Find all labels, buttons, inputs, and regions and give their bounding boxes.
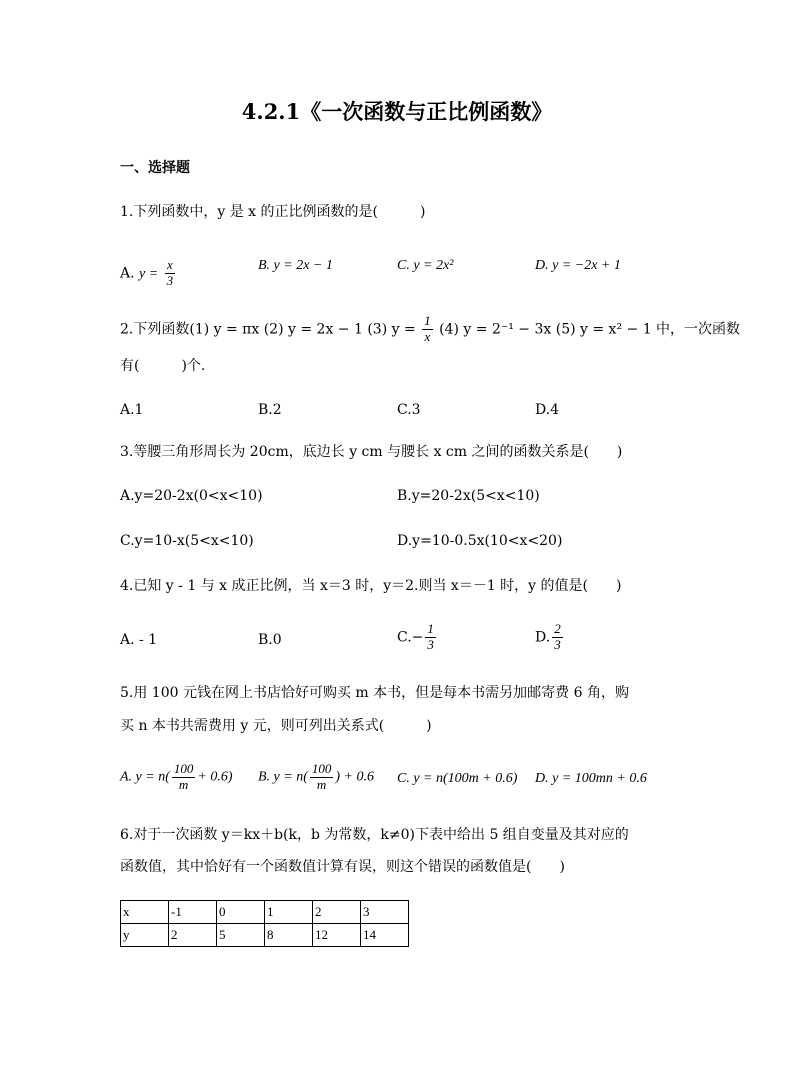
q2-option-b: B.2 [258, 402, 282, 418]
q1-option-a-denominator: 3 [166, 272, 174, 288]
q5-option-b [258, 762, 374, 793]
q5-option-b-numerator: 100 [311, 761, 332, 776]
table-cell: 8 [265, 924, 313, 947]
q1-option-a-fraction [165, 258, 176, 289]
table-cell: y [121, 924, 169, 947]
q5-option-a [120, 762, 232, 793]
q3-option-d: D.y=10-0.5x(10<x<20) [397, 533, 563, 549]
q2-option-c: C.3 [397, 402, 421, 418]
q4-option-d-prefix: D. [535, 629, 551, 646]
q4-option-c-prefix: C.− [397, 629, 424, 646]
page-title: 4.2.1《一次函数与正比例函数》 [241, 99, 553, 124]
q4-option-c [397, 622, 438, 653]
q4-option-d-numerator: 2 [554, 621, 561, 636]
q1-option-b: B. y = 2x − 1 [258, 258, 333, 273]
q2-fraction [422, 314, 433, 345]
q5-stem-line1: 5.用 100 元钱在网上书店恰好可购买 m 本书，但是每本书需另加邮寄费 6 角，购 [120, 685, 629, 701]
q1-option-a-prefix: A. [120, 265, 140, 282]
q1-option-d: D. y = −2x + 1 [535, 258, 621, 273]
q1-option-a-numerator: x [165, 258, 176, 274]
q1-option-a [120, 258, 177, 289]
q5-option-a-prefix: A. y = n( [120, 769, 170, 785]
q5-option-a-suffix: + 0.6) [197, 769, 233, 785]
q4-stem: 4.已知 y - 1 与 x 成正比例，当 x＝3 时，y＝2.则当 x＝－1 时，y 的值是( ) [120, 578, 622, 594]
q2-stem-part-b: (4) y = 2⁻¹ − 3x (5) y = x² − 1 中，一次函数 [439, 321, 741, 338]
q4-option-c-fraction [425, 622, 436, 653]
table-cell: x [121, 901, 169, 924]
section-heading: 一、选择题 [120, 160, 190, 176]
q5-option-a-denominator: m [178, 776, 189, 792]
q1-stem: 1.下列函数中，y 是 x 的正比例函数的是( ) [120, 204, 426, 220]
q5-option-c: C. y = n(100m + 0.6) [397, 771, 518, 786]
value-table [120, 900, 409, 947]
q2-fraction-numerator: 1 [424, 313, 431, 328]
q2-stem-part-a: 2.下列函数(1) y = πx (2) y = 2x − 1 (3) y = [120, 321, 416, 338]
table-row [121, 924, 409, 947]
q2-stem-line2: 有( )个. [120, 358, 206, 374]
q5-option-b-denominator: m [316, 776, 327, 792]
q3-stem: 3.等腰三角形周长为 20cm，底边长 y cm 与腰长 x cm 之间的函数关系是( ) [120, 444, 623, 460]
q4-option-d [535, 622, 565, 653]
q4-option-c-denominator: 3 [427, 636, 434, 652]
q1-option-c: C. y = 2x² [397, 258, 454, 273]
table-cell: 0 [217, 901, 265, 924]
table-cell: 2 [169, 924, 217, 947]
q6-stem-line1: 6.对于一次函数 y＝kx＋b(k，b 为常数，k≠0)下表中给出 5 组自变量及其对应的 [120, 827, 629, 843]
q4-option-d-denominator: 3 [554, 636, 561, 652]
q2-stem [120, 314, 740, 345]
q4-option-c-numerator: 1 [427, 621, 434, 636]
q2-option-d: D.4 [535, 402, 560, 418]
table-cell: 5 [217, 924, 265, 947]
q6-stem-line2: 函数值，其中恰好有一个函数值计算有误，则这个错误的函数值是( ) [120, 859, 565, 875]
table-cell: 2 [313, 901, 361, 924]
table-cell: 12 [313, 924, 361, 947]
table-cell: 3 [361, 901, 409, 924]
table-cell: -1 [169, 901, 217, 924]
q4-option-a: A. - 1 [120, 632, 158, 648]
q5-option-b-prefix: B. y = n( [258, 769, 308, 785]
q5-option-b-fraction [310, 762, 334, 793]
q3-option-a: A.y=20-2x(0<x<10) [120, 488, 263, 504]
table-cell: 14 [361, 924, 409, 947]
q1-option-a-lhs: y = [139, 266, 159, 282]
q2-fraction-denominator: x [424, 328, 431, 344]
q4-option-d-fraction [552, 622, 563, 653]
q5-option-a-fraction [172, 762, 196, 793]
table-cell: 1 [265, 901, 313, 924]
q5-option-a-numerator: 100 [173, 761, 194, 776]
q5-option-d: D. y = 100mn + 0.6 [535, 771, 647, 786]
q4-option-b: B.0 [258, 632, 282, 648]
q3-option-b: B.y=20-2x(5<x<10) [397, 488, 540, 504]
q5-option-b-suffix: ) + 0.6 [335, 769, 374, 785]
table-row [121, 901, 409, 924]
q3-option-c: C.y=10-x(5<x<10) [120, 533, 254, 549]
q2-option-a: A.1 [120, 402, 144, 418]
q5-stem-line2: 买 n 本书共需费用 y 元，则可列出关系式( ) [120, 718, 432, 734]
